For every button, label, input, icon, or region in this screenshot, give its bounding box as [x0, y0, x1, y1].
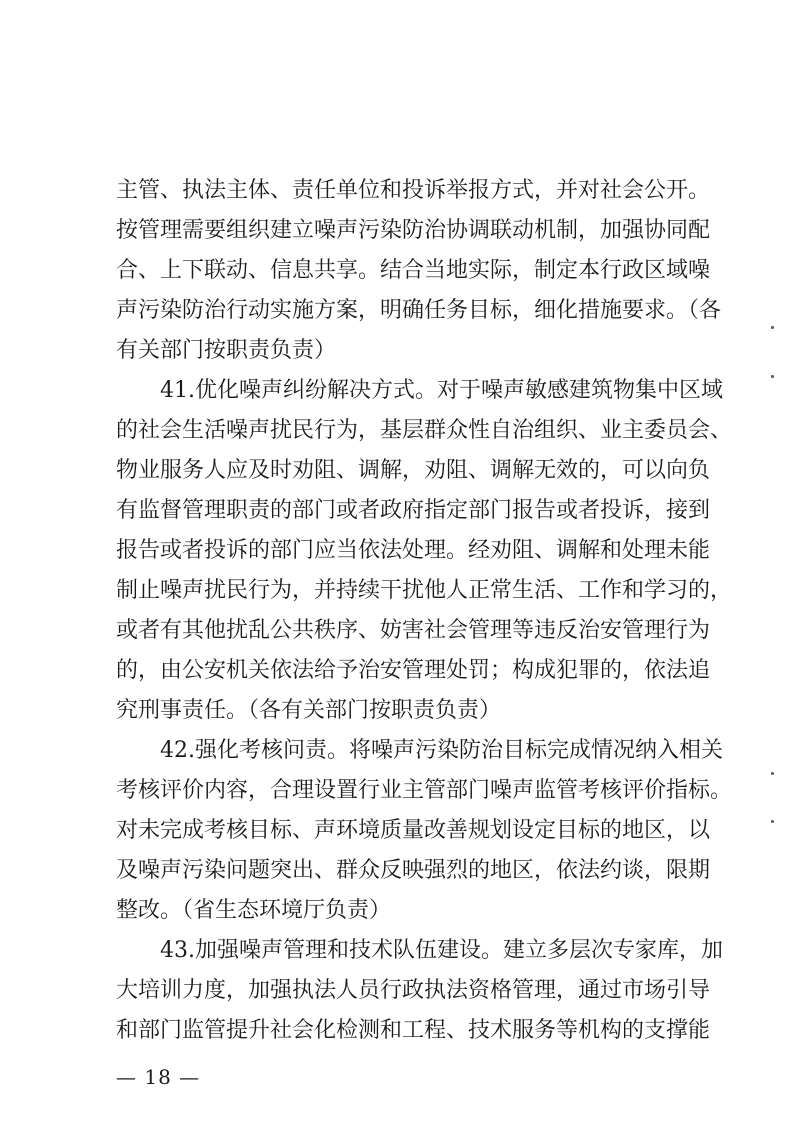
page-number: — 18 —: [116, 1065, 201, 1089]
text-line: 对未完成考核目标、声环境质量改善规划设定目标的地区，以: [116, 818, 711, 843]
text-line: 及噪声污染问题突出、群众反映强烈的地区，依法约谈，限期: [116, 858, 711, 883]
paragraph-43-first-line: 43.加强噪声管理和技术队伍建设。建立多层次专家库，加: [160, 938, 723, 963]
text-line: 有监督管理职责的部门或者政府指定部门报告或者投诉，接到: [116, 498, 711, 523]
text-line: 合、上下联动、信息共享。结合当地实际，制定本行政区域噪: [116, 258, 711, 283]
text-line: 物业服务人应及时劝阻、调解，劝阻、调解无效的，可以向负: [116, 458, 711, 483]
scan-speck: [771, 820, 774, 823]
scan-speck: [771, 326, 774, 329]
text-line: 报告或者投诉的部门应当依法处理。经劝阻、调解和处理未能: [116, 538, 711, 563]
scan-speck: [771, 375, 774, 378]
text-line: 整改。（省生态环境厅负责）: [116, 898, 392, 923]
text-line: 有关部门按职责负责）: [116, 338, 337, 363]
text-line: 按管理需要组织建立噪声污染防治协调联动机制，加强协同配: [116, 218, 711, 243]
text-line: 的社会生活噪声扰民行为，基层群众性自治组织、业主委员会、: [116, 418, 733, 443]
text-line: 制止噪声扰民行为，并持续干扰他人正常生活、工作和学习的，: [116, 578, 733, 603]
text-line: 究刑事责任。（各有关部门按职责负责）: [116, 698, 502, 723]
text-line: 和部门监管提升社会化检测和工程、技术服务等机构的支撑能: [116, 1018, 711, 1043]
paragraph-42-first-line: 42.强化考核问责。将噪声污染防治目标完成情况纳入相关: [160, 738, 723, 763]
text-line: 声污染防治行动实施方案，明确任务目标，细化措施要求。（各: [116, 298, 722, 323]
text-line: 考核评价内容，合理设置行业主管部门噪声监管考核评价指标。: [116, 778, 733, 803]
text-line: 或者有其他扰乱公共秩序、妨害社会管理等违反治安管理行为: [116, 618, 711, 643]
text-line: 主管、执法主体、责任单位和投诉举报方式，并对社会公开。: [116, 178, 711, 203]
text-line: 大培训力度，加强执法人员行政执法资格管理，通过市场引导: [116, 978, 711, 1003]
text-line: 的，由公安机关依法给予治安管理处罚；构成犯罪的，依法追: [116, 658, 711, 683]
paragraph-41-first-line: 41.优化噪声纠纷解决方式。对于噪声敏感建筑物集中区域: [160, 378, 723, 403]
scan-speck: [771, 772, 774, 775]
